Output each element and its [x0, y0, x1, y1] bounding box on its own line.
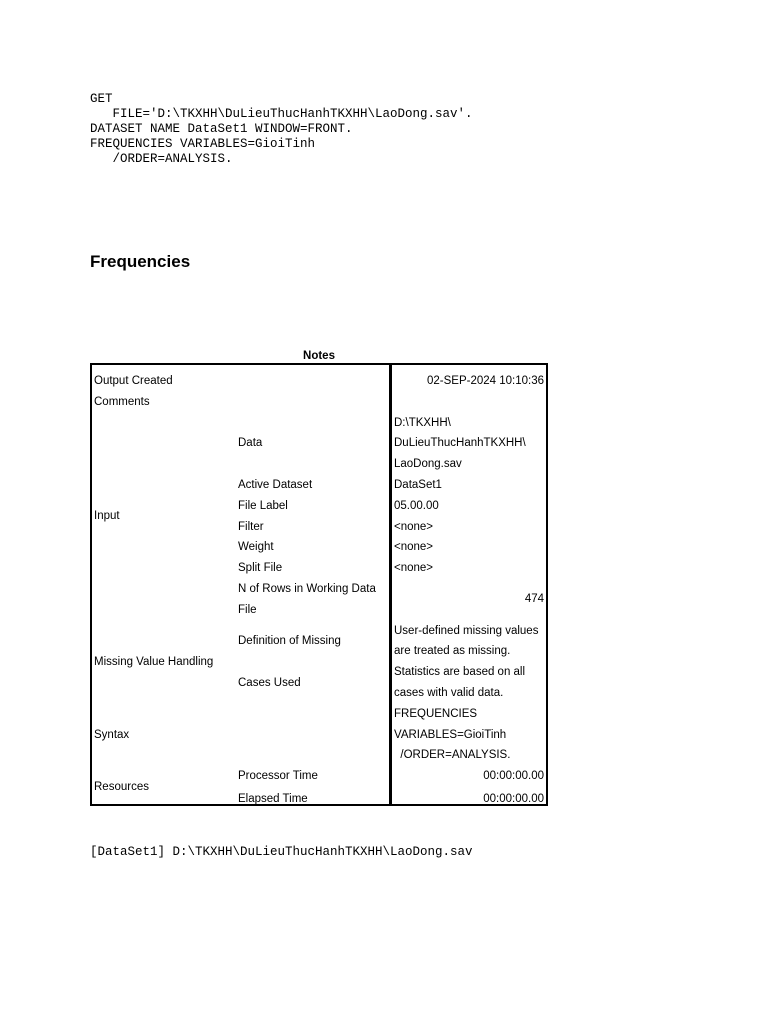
- notes-table: [90, 363, 548, 806]
- syntax-line: GET: [90, 92, 113, 106]
- syntax-block: [90, 92, 473, 167]
- cases-used-value-line: Statistics are based on all: [394, 666, 526, 679]
- syntax-line: /ORDER=ANALYSIS.: [90, 152, 233, 166]
- syntax-value-line: VARIABLES=GioiTinh: [394, 728, 507, 741]
- syntax-line: FREQUENCIES VARIABLES=GioiTinh: [90, 137, 316, 151]
- weight-value: <none>: [394, 541, 434, 554]
- missing-value-handling-label: Missing Value Handling: [94, 655, 214, 668]
- def-missing-label: Definition of Missing: [238, 635, 341, 647]
- syntax-value-line: /ORDER=ANALYSIS.: [394, 749, 511, 762]
- notes-table-title: Notes: [303, 350, 335, 362]
- syntax-line: FILE='D:\TKXHH\DuLieuThucHanhTKXHH\LaoDong.sav'.: [90, 107, 473, 121]
- data-value-line: D:\TKXHH\: [394, 416, 451, 429]
- input-label: Input: [94, 510, 120, 523]
- resources-label: Resources: [94, 781, 149, 794]
- split-file-value: <none>: [394, 562, 434, 575]
- cases-used-value-line: cases with valid data.: [394, 687, 504, 699]
- active-dataset-label: Active Dataset: [238, 479, 313, 491]
- elapsed-time-label: Elapsed Time: [238, 793, 308, 806]
- section-heading: Frequencies: [90, 252, 191, 271]
- elapsed-time-value: 00:00:00.00: [483, 793, 544, 806]
- file-label-value: 05.00.00: [394, 499, 439, 512]
- filter-value: <none>: [394, 520, 434, 533]
- active-dataset-value: DataSet1: [394, 479, 442, 491]
- n-rows-value: 474: [524, 593, 544, 606]
- data-value-line: LaoDong.sav: [394, 458, 462, 471]
- comments-label: Comments: [94, 395, 150, 408]
- n-rows-label-line: File: [238, 603, 257, 616]
- output-created-value: 02-SEP-2024 10:10:36: [426, 375, 544, 387]
- def-missing-value-line: are treated as missing.: [394, 645, 511, 658]
- processor-time-label: Processor Time: [238, 770, 318, 783]
- file-label-label: File Label: [238, 499, 288, 512]
- filter-label: Filter: [238, 520, 264, 533]
- processor-time-value: 00:00:00.00: [483, 770, 544, 783]
- syntax-label: Syntax: [94, 728, 130, 741]
- data-label: Data: [238, 437, 263, 450]
- data-value-line: DuLieuThucHanhTKXHH\: [394, 437, 526, 450]
- syntax-line: DATASET NAME DataSet1 WINDOW=FRONT.: [90, 122, 353, 136]
- active-dataset-path: [DataSet1] D:\TKXHH\DuLieuThucHanhTKXHH\LaoDong.sav: [90, 845, 473, 859]
- split-file-label: Split File: [238, 562, 283, 575]
- n-rows-label-line: N of Rows in Working Data: [238, 583, 376, 595]
- def-missing-value-line: User-defined missing values: [394, 624, 539, 637]
- cases-used-label: Cases Used: [238, 676, 301, 689]
- output-created-label: Output Created: [94, 375, 173, 387]
- weight-label: Weight: [238, 541, 274, 554]
- syntax-value-line: FREQUENCIES: [394, 707, 478, 720]
- column-separator: [389, 365, 392, 804]
